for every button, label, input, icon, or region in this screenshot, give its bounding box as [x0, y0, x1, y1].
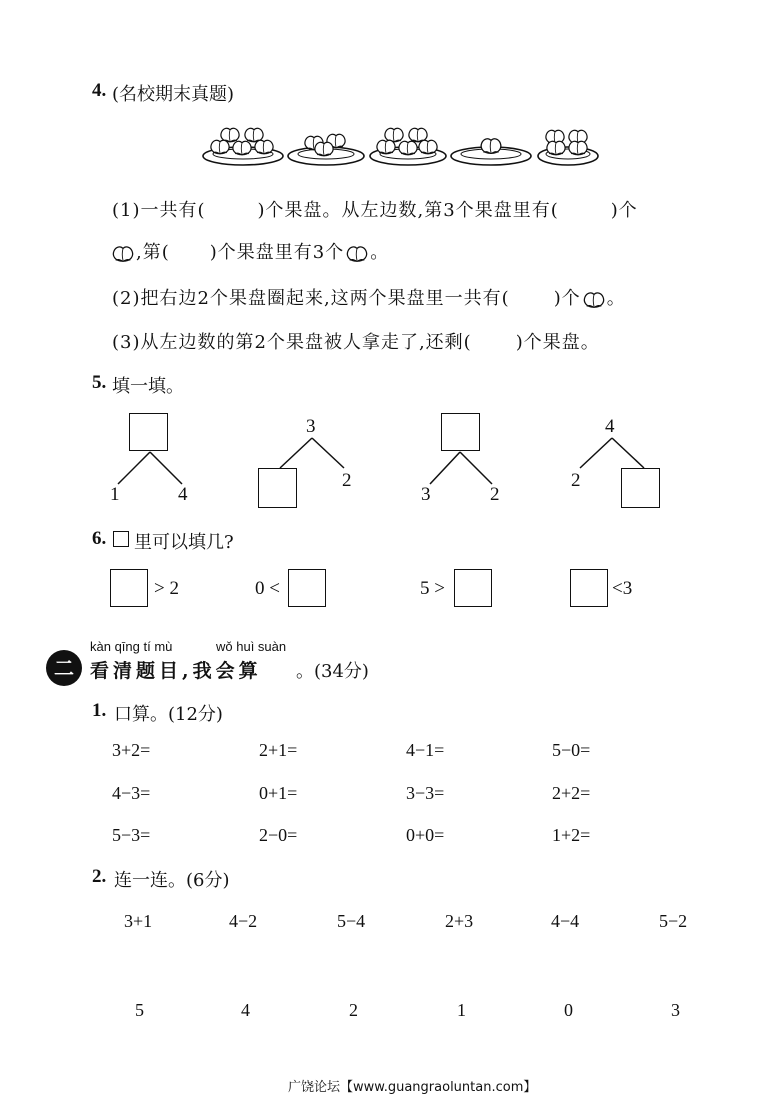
q4-part3 [112, 328, 600, 354]
s2q1-number: 1. [92, 700, 107, 721]
calc-item: 2+2= [552, 783, 591, 803]
calc-item: 2+1= [259, 740, 298, 760]
square-icon [113, 531, 129, 547]
match-bottom-item[interactable]: 1 [457, 1000, 466, 1020]
q5-number: 5. [92, 372, 107, 393]
q4-number: 4. [92, 80, 107, 101]
s2q1-title: 口算。(12分) [114, 704, 223, 725]
s2q2-number: 2. [92, 866, 107, 887]
answer-box[interactable] [441, 413, 480, 451]
tree4-left: 2 [571, 470, 581, 491]
plate-2 [288, 134, 364, 165]
q4-part1-line1 [112, 196, 638, 222]
section-score: 。(34分) [296, 661, 369, 682]
plate-3 [370, 128, 446, 165]
calc-item: 4−1= [406, 740, 445, 760]
q4-title: (名校期末真题) [112, 84, 235, 105]
answer-box[interactable] [288, 569, 326, 607]
answer-box[interactable] [570, 569, 608, 607]
q4-p1-e: )个果盘里有3个 [209, 242, 345, 263]
peach-icon [581, 289, 607, 309]
q4-p2-b: )个 [553, 288, 581, 309]
match-bottom-item[interactable]: 4 [241, 1000, 250, 1020]
q4-p1-c: )个 [610, 200, 638, 221]
pinyin-1: kàn qīng tí mù [90, 639, 173, 654]
calc-item: 1+2= [552, 825, 591, 845]
match-top-item[interactable]: 3+1 [124, 911, 153, 931]
q4-p3-b: )个果盘。 [515, 332, 600, 353]
tree2-right: 2 [342, 470, 352, 491]
calc-item: 3+2= [112, 740, 151, 760]
match-top-item[interactable]: 5−4 [337, 911, 366, 931]
answer-box[interactable] [258, 468, 297, 508]
q4-p3-a: (3)从左边数的第2个果盘被人拿走了,还剩( [112, 332, 472, 353]
tree2-top: 3 [306, 416, 316, 437]
answer-box[interactable] [454, 569, 492, 607]
calc-item: 5−3= [112, 825, 151, 845]
peach-icon [110, 243, 136, 263]
q4-part2 [112, 284, 626, 310]
calc-item: 0+0= [406, 825, 445, 845]
s2q2-title: 连一连。(6分) [114, 870, 230, 891]
q4-p2-a: (2)把右边2个果盘圈起来,这两个果盘里一共有( [112, 288, 510, 309]
tree3-right: 2 [490, 484, 500, 505]
match-top-item[interactable]: 4−4 [551, 911, 580, 931]
footer-site: 广饶论坛 [288, 1080, 341, 1095]
calc-item: 5−0= [552, 740, 591, 760]
q4-p1-a: (1)一共有( [112, 200, 206, 221]
calc-item: 0+1= [259, 783, 298, 803]
match-top-item[interactable]: 4−2 [229, 911, 258, 931]
section-badge: 二 [46, 650, 82, 686]
plate-4 [451, 139, 531, 165]
section-title-b: 我会算 [192, 660, 262, 682]
calc-item: 3−3= [406, 783, 445, 803]
section-title-a: 看清题目 [90, 660, 183, 682]
answer-box[interactable] [621, 468, 660, 508]
section-title [90, 656, 262, 683]
calc-item: 2−0= [259, 825, 298, 845]
tree1-left: 1 [110, 484, 120, 505]
answer-box[interactable] [129, 413, 168, 451]
q4-p1-b: )个果盘。从左边数,第3个果盘里有( [257, 200, 559, 221]
calc-item: 4−3= [112, 783, 151, 803]
match-bottom-item[interactable]: 3 [671, 1000, 680, 1020]
footer-url[interactable]: 【www.guangraoluntan.com】 [340, 1080, 537, 1095]
tree3-left: 3 [421, 484, 431, 505]
tree1-right: 4 [178, 484, 188, 505]
pinyin-2: wǒ huì suàn [216, 639, 287, 654]
q4-p1-f: 。 [370, 242, 390, 263]
q4-part1-line2 [110, 238, 389, 264]
tree4-top: 4 [605, 416, 615, 437]
match-bottom-item[interactable]: 5 [135, 1000, 144, 1020]
match-bottom-item[interactable]: 0 [564, 1000, 573, 1020]
q6-item2: 0 < [255, 578, 280, 599]
q6-item1: > 2 [154, 578, 179, 599]
q5-title: 填一填。 [112, 376, 184, 397]
q6-title: 里可以填几? [134, 532, 234, 553]
q6-item4: <3 [612, 578, 633, 599]
match-top-item[interactable]: 5−2 [659, 911, 688, 931]
fruit-plates [200, 118, 600, 170]
footer [288, 1076, 536, 1095]
q4-p1-d: ,第( [136, 242, 170, 263]
section-title-sep: , [182, 660, 193, 682]
q4-p2-c: 。 [606, 288, 626, 309]
q6-item3: 5 > [420, 578, 445, 599]
match-top-item[interactable]: 2+3 [445, 911, 474, 931]
q6-number: 6. [92, 528, 107, 549]
plate-1 [203, 128, 283, 165]
match-bottom-item[interactable]: 2 [349, 1000, 358, 1020]
plate-5 [538, 130, 598, 165]
answer-box[interactable] [110, 569, 148, 607]
peach-icon [344, 243, 370, 263]
